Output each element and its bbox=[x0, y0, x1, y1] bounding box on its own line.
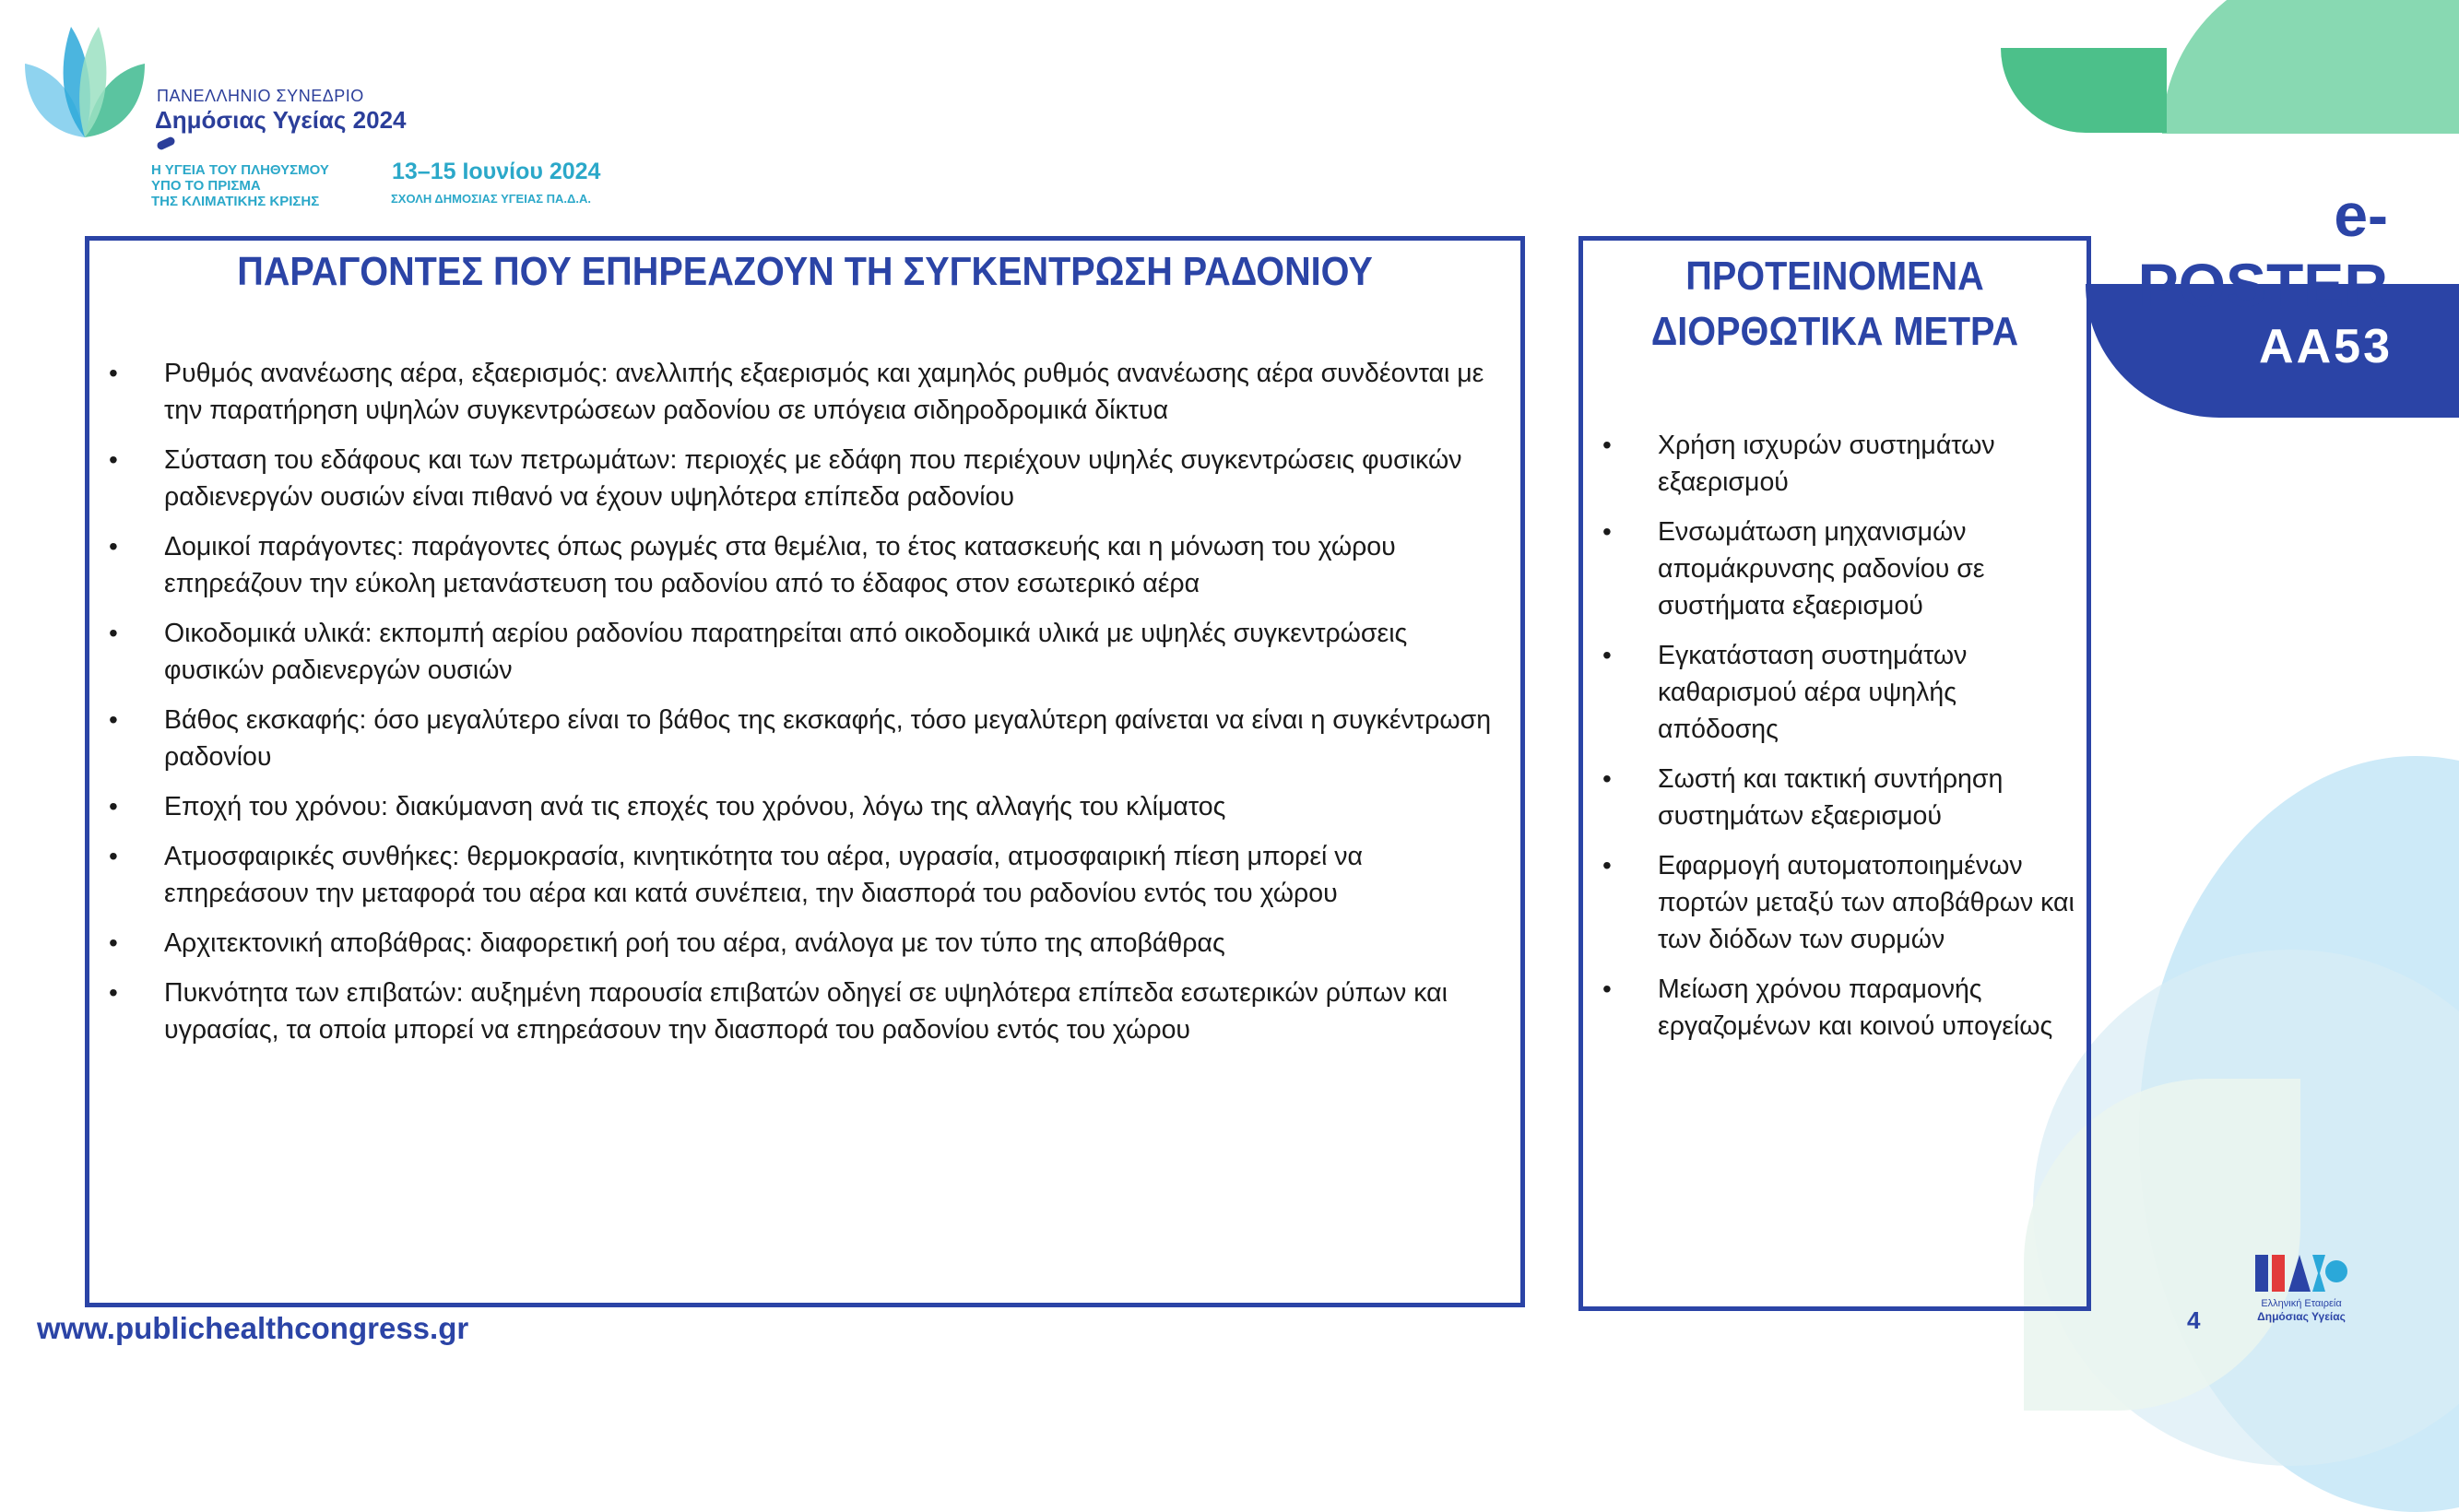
factors-list bbox=[164, 355, 1510, 1061]
list-item: • Αρχιτεκτονική αποβάθρας: διαφορετική ροή του αέρα, ανάλογα με τον τύπο της αποβάθρας bbox=[164, 925, 1510, 962]
list-item: • Εποχή του χρόνου: διακύμανση ανά τις εποχές του χρόνου, λόγω της αλλαγής του κλίματος bbox=[164, 788, 1510, 825]
measures-title-line: ΠΡΟΤΕΙΝΟΜΕΝΑ bbox=[1685, 254, 1984, 299]
factors-title: ΠΑΡΑΓΟΝΤΕΣ ΠΟΥ ΕΠΗΡΕΑΖΟΥΝ ΤΗ ΣΥΓΚΕΝΤΡΩΣΗ ΡΑΔΟΝΙΟΥ bbox=[237, 249, 1373, 294]
measures-title bbox=[1604, 249, 2065, 360]
list-item: • Δομικοί παράγοντες: παράγοντες όπως ρωγμές στα θεμέλια, το έτος κατασκευής και η μόνωση του χώρου επηρεάζουν την εύκολη μετανάστευση του ραδονίου από το έδαφος στον εσωτερικό αέρα bbox=[164, 528, 1510, 602]
congress-date: 13–15 Ιουνίου 2024 bbox=[392, 159, 601, 184]
theme-line: Η ΥΓΕΙΑ ΤΟΥ ΠΛΗΘΥΣΜΟΥ bbox=[151, 162, 329, 178]
eposter-label: e-POSTER bbox=[2137, 181, 2388, 319]
list-item: • Πυκνότητα των επιβατών: αυξημένη παρουσία επιβατών οδηγεί σε υψηλότερα επίπεδα εσωτερικών ρύπων και υγρασίας, τα οποία μπορεί να επηρεάσουν την διασπορά του ραδονίου εντός του χώρου bbox=[164, 975, 1510, 1048]
decorative-leaf-green bbox=[2001, 48, 2167, 133]
measures-title-line: ΔΙΟΡΘΩΤΙΚΑ ΜΕΤΡΑ bbox=[1650, 309, 2019, 354]
list-item: • Βάθος εκσκαφής: όσο μεγαλύτερο είναι το βάθος της εκσκαφής, τόσο μεγαλύτερη φαίνεται να είναι η συγκέντρωση ραδονίου bbox=[164, 702, 1510, 775]
list-item: • Ρυθμός ανανέωσης αέρα, εξαερισμός: ανελλιπής εξαερισμός και χαμηλός ρυθμός ανανέωσης αέρα συνδέονται με την παρατήρηση υψηλών συγκεντρώσεων ραδονίου σε υπόγεια σιδηροδρομικά δίκτυα bbox=[164, 355, 1510, 429]
congress-name: ΠΑΝΕΛΛΗΝΙΟ ΣΥΝΕΔΡΙΟ bbox=[157, 87, 364, 105]
list-item: • Ατμοσφαιρικές συνθήκες: θερμοκρασία, κινητικότητα του αέρα, υγρασία, ατμοσφαιρική πίεση μπορεί να επηρεάσουν την μεταφορά του αέρα και κατά συνέπεια, την διασπορά του ραδονίου εντός του χώρου bbox=[164, 838, 1510, 912]
congress-theme bbox=[151, 162, 329, 209]
website-link[interactable]: www.publichealthcongress.gr bbox=[37, 1311, 469, 1345]
society-name-line: Δημόσιας Υγείας bbox=[2257, 1310, 2346, 1323]
poster-code: AA53 bbox=[2259, 320, 2393, 373]
list-item: • Σύσταση του εδάφους και των πετρωμάτων: περιοχές με εδάφη που περιέχουν υψηλές συγκεντρώσεις φυσικών ραδιενεργών ουσιών είναι πιθανό να έχουν υψηλότερα επίπεδα ραδονίου bbox=[164, 442, 1510, 515]
list-item: • Μείωση χρόνου παραμονής εργαζομένων και κοινού υπογείως bbox=[1658, 971, 2082, 1045]
list-item: • Εγκατάσταση συστημάτων καθαρισμού αέρα υψηλής απόδοσης bbox=[1658, 637, 2082, 748]
theme-line: ΤΗΣ ΚΛΙΜΑΤΙΚΗΣ ΚΡΙΣΗΣ bbox=[151, 194, 320, 209]
list-item: • Εφαρμογή αυτοματοποιημένων πορτών μεταξύ των αποβάθρων και των διόδων των συρμών bbox=[1658, 847, 2082, 958]
page-number: 4 bbox=[2187, 1306, 2201, 1334]
theme-line: ΥΠΟ ΤΟ ΠΡΙΣΜΑ bbox=[151, 178, 261, 194]
congress-title: Δημόσιας Υγείας 2024 bbox=[155, 106, 407, 134]
list-item: • Οικοδομικά υλικά: εκπομπή αερίου ραδονίου παρατηρείται από οικοδομικά υλικά με υψηλές συγκεντρώσεις φυσικών ραδιενεργών ουσιών bbox=[164, 615, 1510, 689]
measures-list bbox=[1658, 427, 2082, 1057]
congress-venue: ΣΧΟΛΗ ΔΗΜΟΣΙΑΣ ΥΓΕΙΑΣ ΠΑ.Δ.Α. bbox=[391, 192, 591, 206]
logo-dash bbox=[156, 136, 176, 151]
list-item: • Χρήση ισχυρών συστημάτων εξαερισμού bbox=[1658, 427, 2082, 501]
list-item: • Ενσωμάτωση μηχανισμών απομάκρυνσης ραδονίου σε συστήματα εξαερισμού bbox=[1658, 514, 2082, 624]
society-name-line: Ελληνική Εταιρεία bbox=[2261, 1298, 2342, 1309]
decorative-leaf-mint bbox=[2162, 0, 2459, 134]
list-item: • Σωστή και τακτική συντήρηση συστημάτων εξαερισμού bbox=[1658, 761, 2082, 834]
congress-logo-icon bbox=[20, 22, 149, 142]
